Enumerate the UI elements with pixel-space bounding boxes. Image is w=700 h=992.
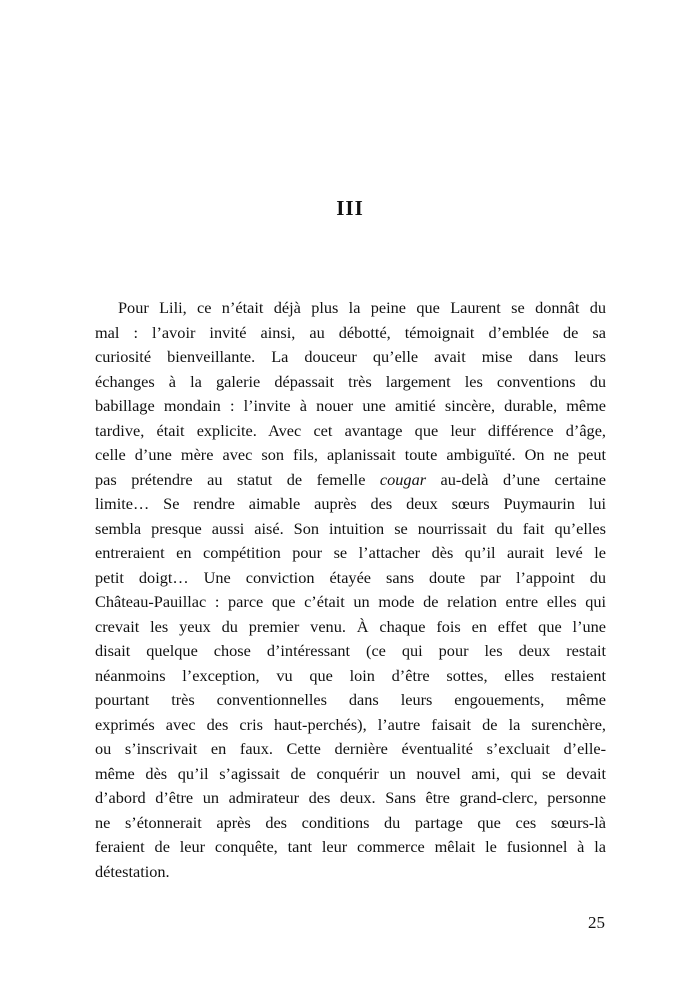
text-segment: pas prétendre au statut de femelle: [95, 469, 366, 489]
chapter-heading: III: [336, 196, 364, 220]
emphasized-word: cougar: [379, 469, 427, 489]
text-line: ne s’étonnerait après des conditions du partage que ces sœurs-là: [95, 812, 606, 832]
text-line: disait quelque chose d’intéressant (ce qui pour les deux restait: [95, 641, 606, 660]
text-line: crevait les yeux du premier venu. À chaque fois en effet que l’une: [95, 616, 606, 636]
text-line: néanmoins l’exception, vu que loin d’être sottes, elles restaient: [95, 665, 606, 685]
text-line: sembla presque aussi aisé. Son intuition se nourrissait du fait qu’elles: [95, 518, 606, 538]
text-line: pourtant très conventionnelles dans leurs engouements, même: [95, 690, 606, 709]
page-number: 25: [588, 913, 605, 932]
text-line: Château-Pauillac : parce que c’était un mode de relation entre elles qui: [95, 592, 606, 611]
text-line: limite… Se rendre aimable auprès des deux sœurs Puymaurin lui: [95, 494, 606, 513]
text-line: feraient de leur conquête, tant leur commerce mêlait le fusionnel à la: [95, 837, 606, 856]
text-line: celle d’une mère avec son fils, aplanissait toute ambiguïté. On ne peut: [95, 445, 606, 464]
text-line: détestation.: [95, 861, 170, 881]
text-line: mal : l’avoir invité ainsi, au débotté, témoignait d’emblée de sa: [95, 322, 606, 342]
text-line: curiosité bienveillante. La douceur qu’elle avait mise dans leurs: [95, 347, 606, 366]
text-line: échanges à la galerie dépassait très largement les conventions du: [95, 371, 606, 391]
text-line: babillage mondain : l’invite à nouer une amitié sincère, durable, même: [95, 396, 606, 415]
text-line: entreraient en compétition pour se l’attacher dès qu’il aurait levé le: [95, 543, 606, 562]
text-line: exprimés avec des cris haut-perchés), l’autre faisait de la surenchère,: [95, 714, 606, 734]
text-segment: au-delà d’une certaine: [440, 469, 607, 489]
text-line: petit doigt… Une conviction étayée sans doute par l’appoint du: [95, 567, 606, 587]
text-line-with-emphasis: [95, 468, 606, 493]
text-line: ou s’inscrivait en faux. Cette dernière éventualité s’excluait d’elle-: [95, 739, 606, 758]
text-line: d’abord d’être un admirateur des deux. Sans être grand-clerc, personne: [95, 788, 606, 807]
text-line: Pour Lili, ce n’était déjà plus la peine que Laurent se donnât du: [118, 298, 606, 317]
text-line: même dès qu’il s’agissait de conquérir un nouvel ami, qui se devait: [95, 763, 606, 783]
body-paragraph: [95, 296, 606, 884]
text-line: tardive, était explicite. Avec cet avantage que leur différence d’âge,: [95, 420, 606, 440]
